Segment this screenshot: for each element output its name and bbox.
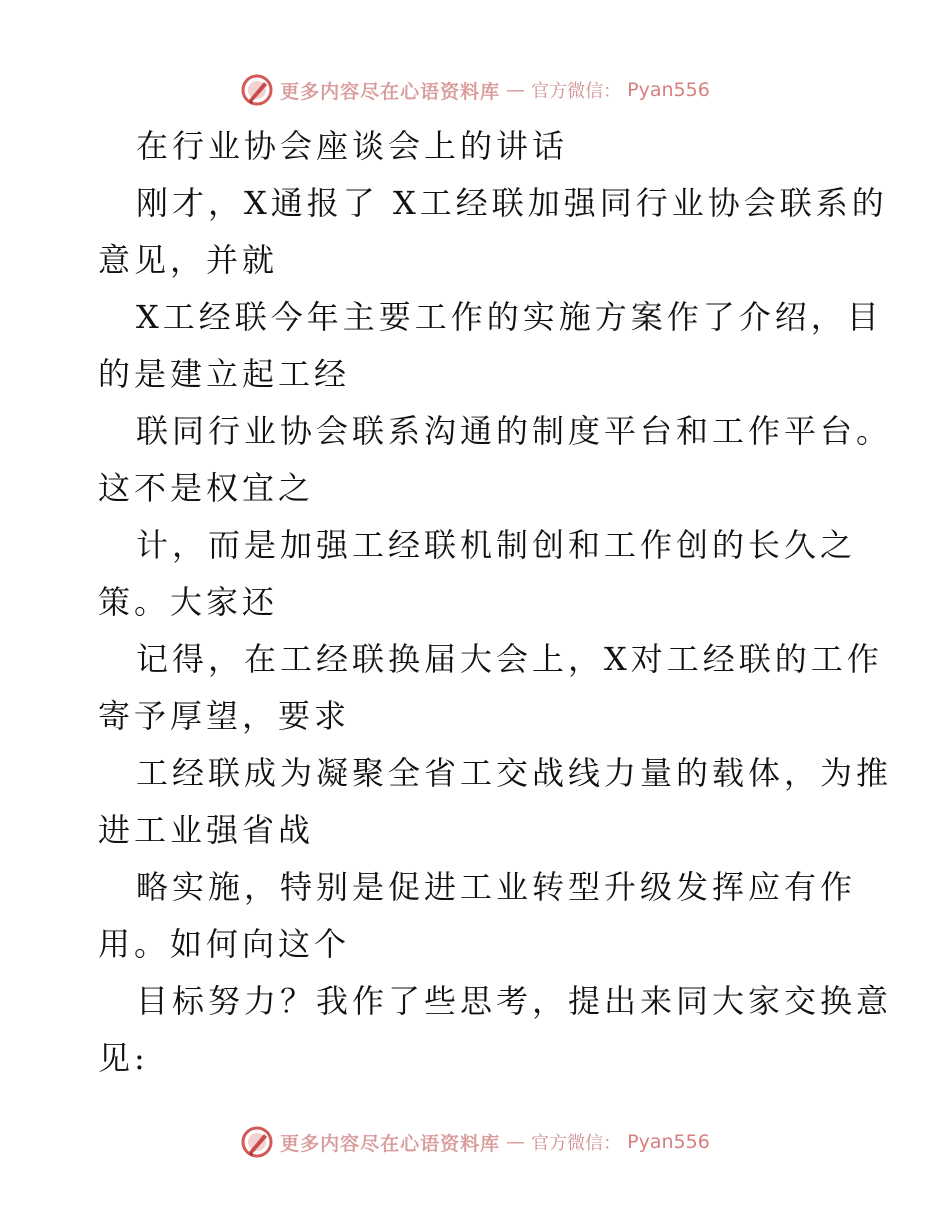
watermark-label: 官方微信：: [531, 1133, 622, 1154]
watermark-id: Pyan556: [627, 79, 710, 101]
paragraph-line: 联同行业协会联系沟通的制度平台和工作平台。: [136, 412, 893, 450]
watermark-id: Pyan556: [627, 1131, 710, 1153]
paragraph-line: 工经联成为凝聚全省工交战线力量的载体，为推: [136, 754, 893, 792]
paragraph-line: 意见，并就: [98, 241, 279, 279]
paragraph-line: 这不是权宜之: [98, 469, 315, 507]
paragraph-line: 进工业强省战: [98, 811, 315, 849]
paragraph-line: 在行业协会座谈会上的讲话: [136, 127, 569, 165]
paragraph-line: 记得，在工经联换届大会上，X对工经联的工作: [136, 640, 883, 678]
paragraph-line: 略实施，特别是促进工业转型升级发挥应有作: [136, 868, 857, 906]
watermark-dash: —: [506, 79, 526, 101]
paragraph-line: X工经联今年主要工作的实施方案作了介绍，目: [136, 298, 883, 336]
watermark-text: 更多内容尽在心语资料库: [280, 80, 501, 103]
header-watermark: [0, 70, 950, 110]
footer-watermark: [0, 1122, 950, 1162]
pen-logo-icon: [240, 1125, 274, 1159]
paragraph-line: 策。大家还: [98, 583, 279, 621]
pen-logo-icon: [240, 73, 274, 107]
paragraph-line: 寄予厚望，要求: [98, 697, 351, 735]
watermark-text: 更多内容尽在心语资料库: [280, 1132, 501, 1155]
paragraph-line: 刚才，X通报了 X工经联加强同行业协会联系的: [136, 184, 888, 222]
watermark-label: 官方微信：: [531, 81, 622, 102]
document-body: [98, 118, 893, 1087]
paragraph-line: 见:: [98, 1039, 149, 1077]
paragraph-line: 用。如何向这个: [98, 925, 351, 963]
paragraph-line: 目标努力？我作了些思考，提出来同大家交换意: [136, 982, 893, 1020]
paragraph-line: 的是建立起工经: [98, 355, 351, 393]
paragraph-line: 计，而是加强工经联机制创和工作创的长久之: [136, 526, 857, 564]
watermark-dash: —: [506, 1131, 526, 1153]
